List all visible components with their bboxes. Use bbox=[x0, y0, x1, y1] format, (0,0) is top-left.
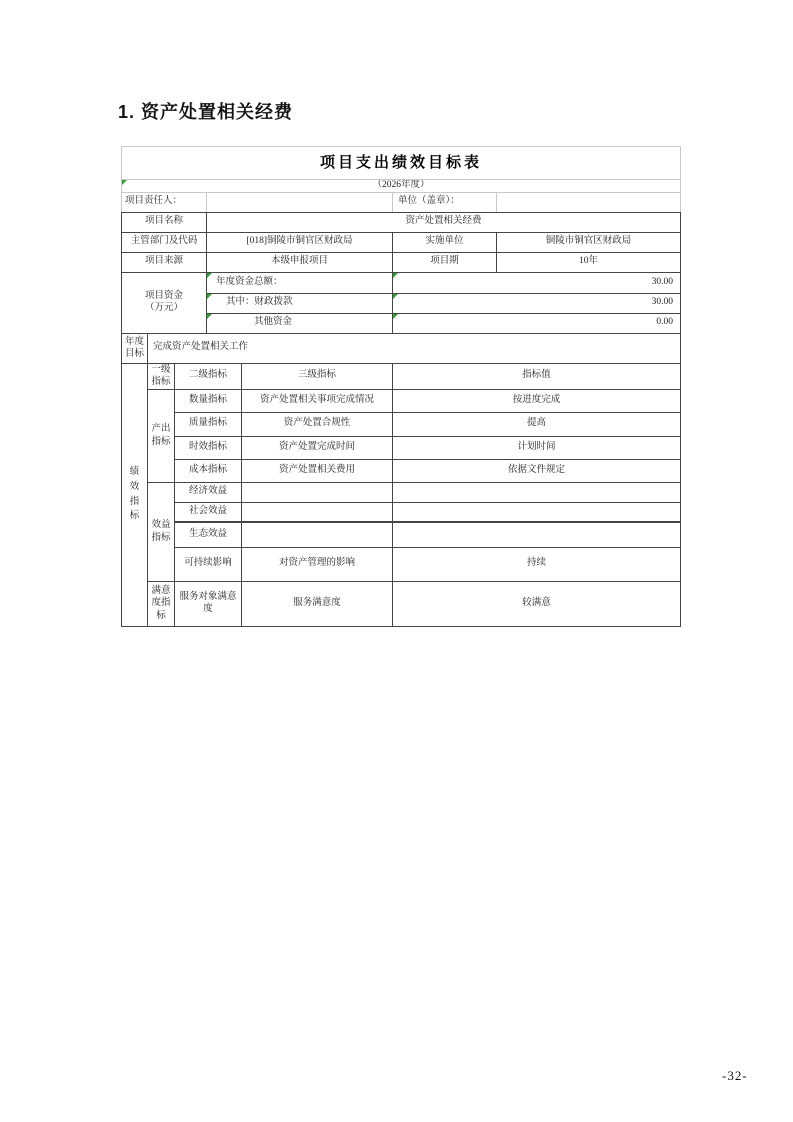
group-output-label-text: 产出指标 bbox=[151, 424, 171, 447]
subtitle-row bbox=[122, 180, 681, 193]
funds-other-value: 0.00 bbox=[393, 313, 681, 333]
indicator-row-economic bbox=[122, 482, 681, 502]
impl-value: 铜陵市铜官区财政局 bbox=[497, 232, 681, 252]
annual-goal-row bbox=[122, 333, 681, 363]
level3-cell: 资产处置相关费用 bbox=[242, 459, 393, 482]
annual-goal-label bbox=[122, 333, 148, 363]
value-cell: 持续 bbox=[393, 547, 681, 581]
title-row bbox=[122, 147, 681, 180]
funds-label-line2: （万元） bbox=[145, 302, 184, 313]
level3-cell: 资产处置相关事项完成情况 bbox=[242, 389, 393, 412]
header-level1 bbox=[148, 363, 175, 389]
source-value: 本级申报项目 bbox=[207, 252, 393, 272]
performance-target-table bbox=[121, 146, 680, 627]
dept-label: 主管部门及代码 bbox=[122, 232, 207, 252]
unit-value bbox=[497, 193, 681, 212]
group-output-label bbox=[148, 389, 175, 482]
table-subtitle: （2026年度） bbox=[122, 180, 681, 193]
project-name-label: 项目名称 bbox=[122, 212, 207, 232]
level2-cell: 服务对象满意度 bbox=[175, 581, 242, 626]
funds-label bbox=[122, 272, 207, 333]
level2-cell: 可持续影响 bbox=[175, 547, 242, 581]
header-level3: 三级指标 bbox=[242, 363, 393, 389]
section-heading: 1. 资产处置相关经费 bbox=[118, 102, 294, 122]
indicator-row-quality bbox=[122, 412, 681, 436]
table-title: 项目支出绩效目标表 bbox=[122, 147, 681, 180]
value-cell: 提高 bbox=[393, 412, 681, 436]
value-cell: 较满意 bbox=[393, 581, 681, 626]
performance-label-text: 绩效指标 bbox=[129, 467, 140, 522]
group-benefit-label bbox=[148, 482, 175, 581]
value-cell: 依据文件规定 bbox=[393, 459, 681, 482]
dept-value: [018]铜陵市铜官区财政局 bbox=[207, 232, 393, 252]
funds-total-row bbox=[122, 272, 681, 293]
funds-total-label: 年度资金总额： bbox=[207, 272, 393, 293]
value-cell: 按进度完成 bbox=[393, 389, 681, 412]
level2-cell: 经济效益 bbox=[175, 482, 242, 502]
level2-cell: 数量指标 bbox=[175, 389, 242, 412]
level3-cell: 对资产管理的影响 bbox=[242, 547, 393, 581]
responsible-value bbox=[207, 193, 393, 212]
funds-fiscal-label: 其中：财政拨款 bbox=[207, 293, 393, 313]
project-name-value: 资产处置相关经费 bbox=[207, 212, 681, 232]
funds-total-value: 30.00 bbox=[393, 272, 681, 293]
value-cell: 计划时间 bbox=[393, 436, 681, 459]
source-row bbox=[122, 252, 681, 272]
value-cell bbox=[393, 482, 681, 502]
level3-cell bbox=[242, 522, 393, 547]
level2-cell: 质量指标 bbox=[175, 412, 242, 436]
group-benefit-label-text: 效益指标 bbox=[151, 520, 171, 543]
performance-label bbox=[122, 363, 148, 626]
level3-cell: 资产处置合规性 bbox=[242, 412, 393, 436]
group-satisfaction-label bbox=[148, 581, 175, 626]
department-row bbox=[122, 232, 681, 252]
annual-goal-label-text: 年度目标 bbox=[125, 336, 145, 359]
group-satisfaction-label-text: 满意度指标 bbox=[151, 585, 171, 621]
level3-cell bbox=[242, 502, 393, 522]
level3-cell: 服务满意度 bbox=[242, 581, 393, 626]
unit-label: 单位（盖章）： bbox=[393, 193, 497, 212]
source-label: 项目来源 bbox=[122, 252, 207, 272]
indicator-row-satisfaction bbox=[122, 581, 681, 626]
table-body-section bbox=[121, 212, 681, 627]
indicator-row-timeliness bbox=[122, 436, 681, 459]
header-value: 指标值 bbox=[393, 363, 681, 389]
indicator-header-row bbox=[122, 363, 681, 389]
value-cell bbox=[393, 502, 681, 522]
funds-other-label: 其他资金 bbox=[207, 313, 393, 333]
page-number: -32- bbox=[722, 1068, 748, 1083]
table-header-section bbox=[121, 146, 681, 212]
responsible-label: 项目责任人： bbox=[122, 193, 207, 212]
level2-cell: 时效指标 bbox=[175, 436, 242, 459]
funds-fiscal-value: 30.00 bbox=[393, 293, 681, 313]
level2-cell: 生态效益 bbox=[175, 522, 242, 547]
indicator-row-sustainability bbox=[122, 547, 681, 581]
header-level2: 二级指标 bbox=[175, 363, 242, 389]
funds-label-line1: 项目资金 bbox=[145, 290, 184, 301]
indicator-row-cost bbox=[122, 459, 681, 482]
level3-cell bbox=[242, 482, 393, 502]
impl-label: 实施单位 bbox=[393, 232, 497, 252]
level3-cell: 资产处置完成时间 bbox=[242, 436, 393, 459]
period-label: 项目期 bbox=[393, 252, 497, 272]
project-name-row bbox=[122, 212, 681, 232]
indicator-row-social bbox=[122, 502, 681, 522]
header-level1-text: 一级指标 bbox=[151, 364, 171, 387]
value-cell bbox=[393, 522, 681, 547]
indicator-row-quantity bbox=[122, 389, 681, 412]
annual-goal-value: 完成资产处置相关工作 bbox=[148, 333, 681, 363]
level2-cell: 成本指标 bbox=[175, 459, 242, 482]
period-value: 10年 bbox=[497, 252, 681, 272]
indicator-row-ecological bbox=[122, 522, 681, 547]
responsible-row bbox=[122, 193, 681, 212]
level2-cell: 社会效益 bbox=[175, 502, 242, 522]
